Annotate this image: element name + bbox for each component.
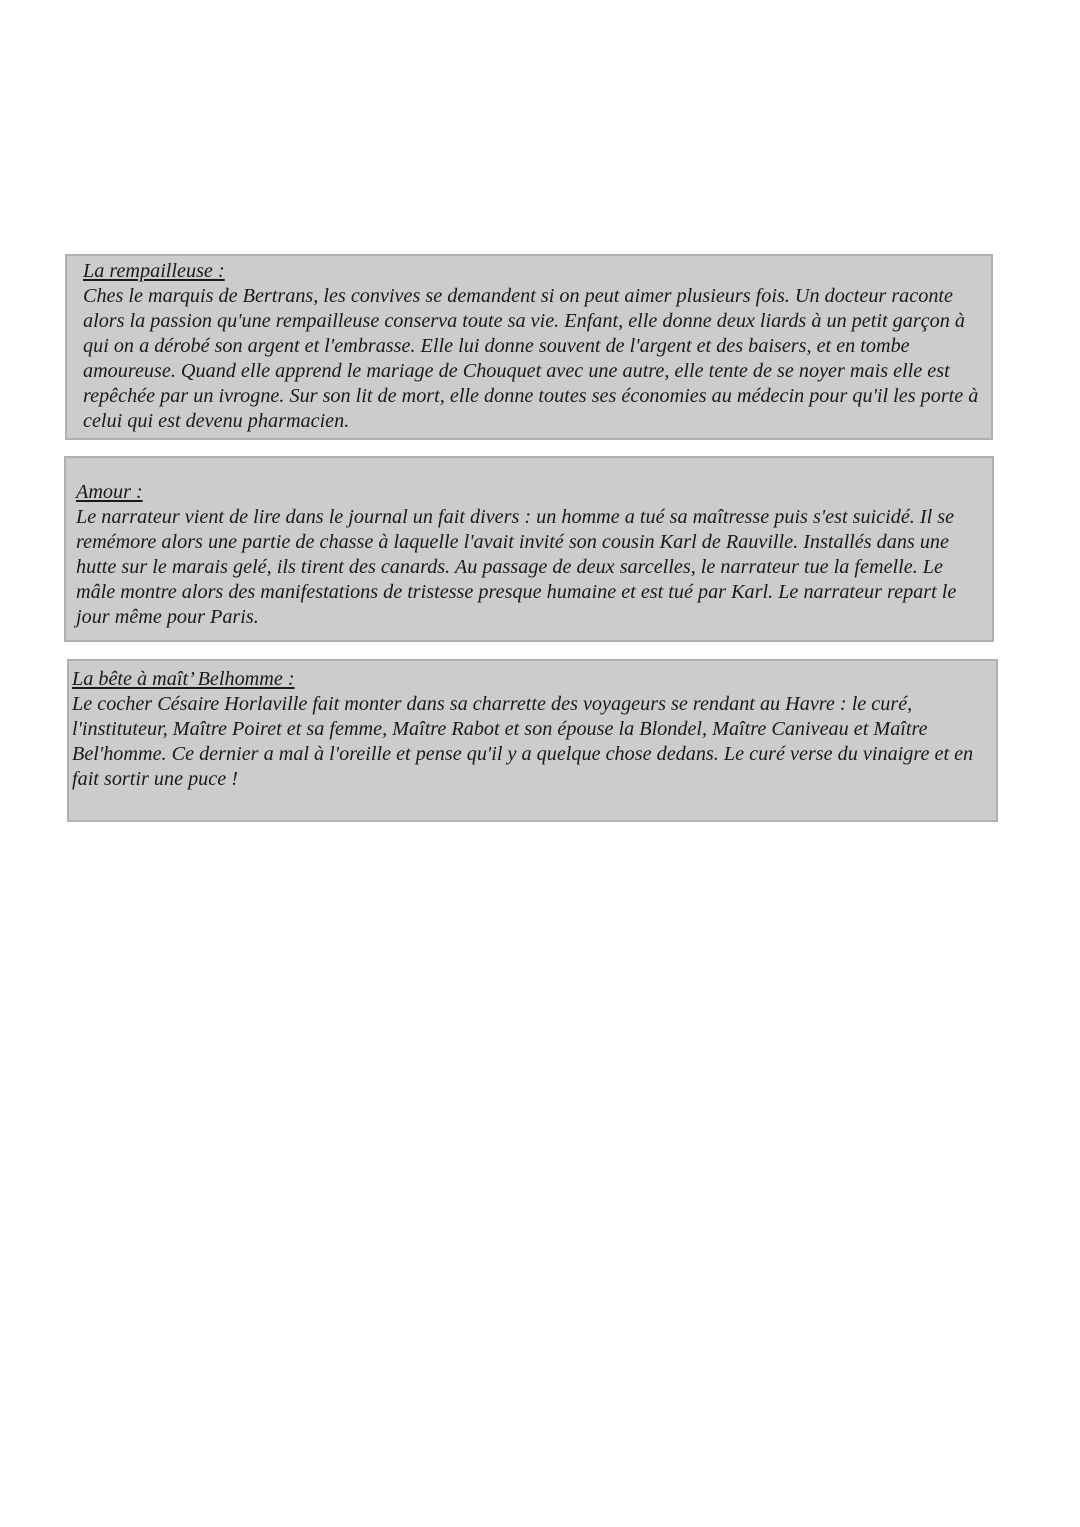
section-body: Ches le marquis de Bertrans, les convives se demandent si on peut aimer plusieurs fois. Un docteur raconte alors la passion qu'une rempailleuse conserva toute sa vie. Enfant, elle donne deux liards à un petit garçon à qui on a dérobé son argent et l'embrasse. Elle lui donne souvent de l'argent et des baisers, et en tombe amoureuse. Quand elle apprend le mariage de Chouquet avec une autre, elle tente de se noyer mais elle est repêchée par un ivrogne. Sur son lit de mort, elle donne toutes ses économies au médecin pour qu'il les porte à celui qui est devenu pharmacien. bbox=[83, 285, 979, 432]
section-body: Le narrateur vient de lire dans le journal un fait divers : un homme a tué sa maîtresse puis s'est suicidé. Il se remémore alors une partie de chasse à laquelle l'avait invité son cousin Karl de Rauville. Installés dans une hutte sur le marais gelé, ils tirent des canards. Au passage de deux sarcelles, le narrateur tue la femelle. Le mâle montre alors des manifestations de tristesse presque humaine et est tué par Karl. Le narrateur repart le jour même pour Paris. bbox=[76, 506, 957, 628]
summary-box-amour bbox=[64, 456, 994, 642]
section-title: La bête à maît’ Belhomme : bbox=[72, 668, 295, 690]
summary-box-la-rempailleuse bbox=[65, 254, 993, 440]
section-title: La rempailleuse : bbox=[83, 260, 225, 282]
summary-box-la-bete-a-mait-belhomme bbox=[67, 659, 998, 822]
section-body: Le cocher Césaire Horlaville fait monter dans sa charrette des voyageurs se rendant au Havre : le curé, l'instituteur, Maître Poiret et sa femme, Maître Rabot et son épouse la Blondel, Maître Caniveau et Maître Bel'homme. Ce dernier a mal à l'oreille et pense qu'il y a quelque chose dedans. Le curé verse du vinaigre et en fait sortir une puce ! bbox=[72, 693, 974, 790]
section-title: Amour : bbox=[76, 481, 143, 503]
